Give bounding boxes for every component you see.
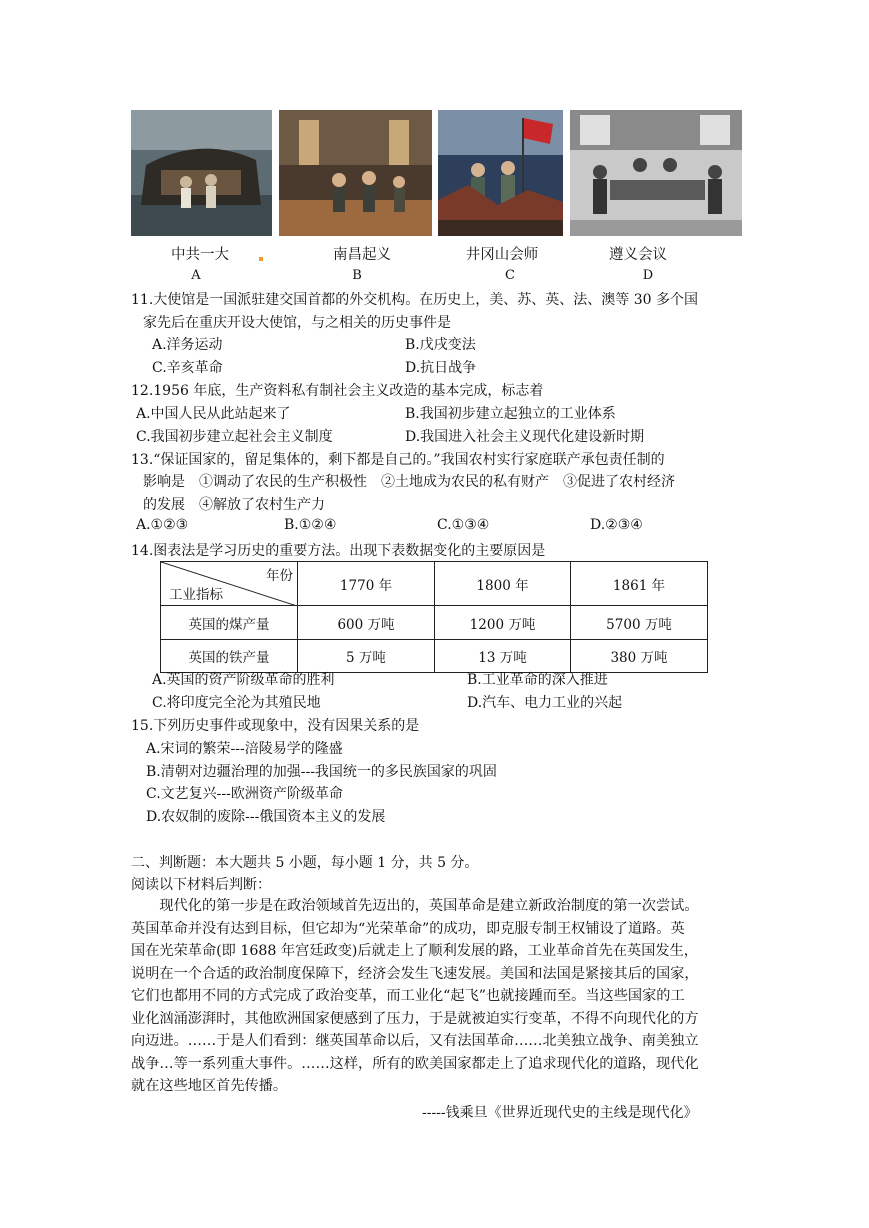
q11-stem: 家先后在重庆开设大使馆，与之相关的历史事件是 [143, 315, 451, 331]
passage-line: 它们也都用不同的方式完成了政治变革，而工业化“起飞”也就接踵而至。当这些国家的工 [131, 988, 685, 1004]
passage-source: -----钱乘旦《世界近现代史的主线是现代化》 [422, 1105, 698, 1121]
table-header: 1861 年 [571, 562, 708, 606]
q12-option-c: C.我国初步建立起社会主义制度 [136, 429, 333, 445]
passage-line: 就在这些地区首先传播。 [131, 1078, 288, 1094]
table-cell: 600 万吨 [298, 606, 435, 640]
q15-option-d: D.农奴制的废除---俄国资本主义的发展 [146, 809, 386, 825]
q13-option-a: A.①②③ [136, 517, 189, 533]
image-zunyi-conference [570, 110, 742, 236]
q11-option-b: B.戊戌变法 [405, 337, 476, 353]
q15-stem: 15.下列历史事件或现象中，没有因果关系的是 [131, 718, 420, 734]
image-letter: A [191, 268, 201, 283]
q13-stem: 13.“保证国家的，留足集体的，剩下都是自己的。”我国农村实行家庭联产承包责任制的 [131, 452, 665, 468]
q12-option-b: B.我国初步建立起独立的工业体系 [405, 406, 616, 422]
q12-stem: 12.1956 年底，生产资料私有制社会主义改造的基本完成，标志着 [131, 383, 544, 399]
row-label: 英国的煤产量 [161, 606, 298, 640]
data-table [160, 561, 708, 673]
q13-stem: 的发展 ④解放了农村生产力 [143, 497, 325, 513]
image-first-congress [131, 110, 272, 236]
row-label: 英国的铁产量 [161, 640, 298, 673]
q14-option-c: C.将印度完全沦为其殖民地 [152, 695, 321, 711]
orange-dot-mark [259, 257, 263, 261]
image-nanchang-uprising [279, 110, 432, 236]
table-cell: 13 万吨 [435, 640, 571, 673]
table-cell: 380 万吨 [571, 640, 708, 673]
image-caption: 南昌起义 [333, 247, 391, 263]
section-title: 二、判断题：本大题共 5 小题，每小题 1 分，共 5 分。 [131, 855, 479, 871]
q14-option-a: A.英国的资产阶级革命的胜利 [152, 672, 335, 688]
table-row [161, 640, 708, 673]
q15-option-a: A.宋词的繁荣---涪陵易学的隆盛 [146, 741, 343, 757]
table-row [161, 606, 708, 640]
q11-stem: 11.大使馆是一国派驻建交国首都的外交机构。在历史上，美、苏、英、法、澳等 30 多个国 [131, 292, 698, 308]
q13-option-c: C.①③④ [437, 517, 490, 533]
passage-line: 向迈进。……于是人们看到：继英国革命以后，又有法国革命……北美独立战争、南美独立 [131, 1033, 699, 1049]
q11-option-a: A.洋务运动 [152, 337, 223, 353]
image-caption: 中共一大 [171, 247, 229, 263]
reading-passage [131, 895, 741, 1098]
q11-option-d: D.抗日战争 [405, 360, 477, 376]
q15-option-b: B.清朝对边疆治理的加强---我国统一的多民族国家的巩固 [146, 764, 497, 780]
table-cell: 5 万吨 [298, 640, 435, 673]
q14-option-d: D.汽车、电力工业的兴起 [467, 695, 623, 711]
passage-line: 业化汹涌澎湃时，其他欧洲国家便感到了压力，于是就被迫实行变革，不得不向现代化的方 [131, 1010, 699, 1027]
image-letter: C [505, 268, 515, 283]
q12-option-d: D.我国进入社会主义现代化建设新时期 [405, 429, 645, 445]
table-cell: 5700 万吨 [571, 606, 708, 640]
q13-option-d: D.②③④ [590, 517, 643, 533]
q12-option-a: A.中国人民从此站起来了 [136, 406, 291, 422]
image-jinggangshan-meeting [438, 110, 563, 236]
corner-bottom: 工业指标 [169, 587, 223, 603]
table-header: 1770 年 [298, 562, 435, 606]
q14-option-b: B.工业革命的深入推进 [467, 672, 608, 688]
corner-top: 年份 [266, 568, 293, 584]
image-letter: D [642, 268, 654, 283]
section-intro: 阅读以下材料后判断： [131, 877, 271, 893]
image-letter: B [352, 268, 362, 283]
table-corner-cell [161, 562, 298, 606]
passage-line: 英国革命并没有达到目标，但它却为“光荣革命”的成功，即克服专制王权铺设了道路。英 [131, 920, 685, 937]
q15-option-c: C.文艺复兴---欧洲资产阶级革命 [146, 786, 343, 802]
table-header: 1800 年 [435, 562, 571, 606]
q13-option-b: B.①②④ [284, 517, 337, 533]
passage-line: 现代化的第一步是在政治领域首先迈出的，英国革命是建立新政治制度的第一次尝试。 [131, 898, 699, 914]
q11-option-c: C.辛亥革命 [152, 360, 223, 376]
q14-stem: 14.图表法是学习历史的重要方法。出现下表数据变化的主要原因是 [131, 543, 546, 559]
passage-line: 说明在一个合适的政治制度保障下，经济会发生飞速发展。美国和法国是紧接其后的国家， [131, 965, 699, 982]
q13-stem: 影响是 ①调动了农民的生产积极性 ②土地成为农民的私有财产 ③促进了农村经济 [143, 474, 675, 490]
image-caption: 遵义会议 [609, 247, 667, 263]
passage-line: 战争…等一系列重大事件。……这样，所有的欧美国家都走上了追求现代化的道路，现代化 [131, 1055, 699, 1072]
table-cell: 1200 万吨 [435, 606, 571, 640]
passage-line: 国在光荣革命(即 1688 年宫廷政变)后就走上了顺利发展的路，工业革命首先在英国发生， [131, 943, 698, 959]
image-caption: 井冈山会师 [465, 247, 539, 263]
